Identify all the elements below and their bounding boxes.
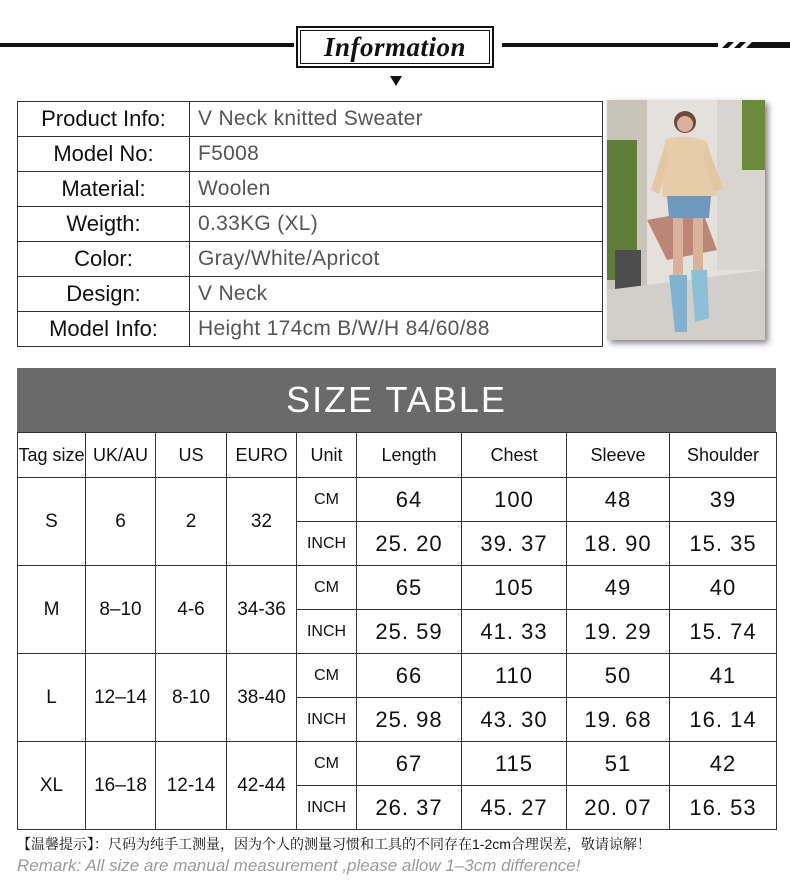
chest-value: 115 [462,742,567,786]
shoulder-value: 39 [670,478,777,522]
size-uk: 6 [86,478,156,566]
info-row [18,172,603,207]
size-euro: 42-44 [227,742,297,830]
sleeve-value: 50 [567,654,670,698]
info-value: F5008 [190,137,603,172]
info-row [18,277,603,312]
header-dash-decoration [718,42,790,48]
info-value: Gray/White/Apricot [190,242,603,277]
header-tag-size: Tag size [18,433,86,478]
unit-cm: CM [297,566,357,610]
size-uk: 16–18 [86,742,156,830]
length-value: 65 [357,566,462,610]
remark-chinese: 【温馨提示】：尺码为纯手工测量，因为个人的测量习惯和工具的不同存在1-2cm合理误差，敬请谅解！ [17,836,651,852]
info-label: Material: [18,172,190,207]
sleeve-value: 51 [567,742,670,786]
size-row-cm [18,566,777,610]
info-label: Design: [18,277,190,312]
shoulder-value: 15. 35 [670,522,777,566]
info-row [18,242,603,277]
size-row-cm [18,654,777,698]
info-value: Height 174cm B/W/H 84/60/88 [190,312,603,347]
size-tag: S [18,478,86,566]
header-sleeve: Sleeve [567,433,670,478]
info-value: 0.33KG (XL) [190,207,603,242]
header-title: Information [300,30,490,64]
header-unit: Unit [297,433,357,478]
size-table-title: SIZE TABLE [17,368,776,432]
header-us: US [156,433,227,478]
unit-cm: CM [297,478,357,522]
info-row [18,207,603,242]
sleeve-value: 19. 29 [567,610,670,654]
size-us: 8-10 [156,654,227,742]
sleeve-value: 18. 90 [567,522,670,566]
size-row-cm [18,478,777,522]
remark-english: Remark: All size are manual measurement ,please allow 1–3cm difference! [17,856,581,875]
info-row [18,137,603,172]
info-label: Color: [18,242,190,277]
size-us: 4-6 [156,566,227,654]
size-table [17,432,777,830]
header-euro: EURO [227,433,297,478]
length-value: 66 [357,654,462,698]
sleeve-value: 20. 07 [567,786,670,830]
info-label: Weigth: [18,207,190,242]
size-tag: XL [18,742,86,830]
info-value: Woolen [190,172,603,207]
size-us: 2 [156,478,227,566]
length-value: 25. 59 [357,610,462,654]
unit-inch: INCH [297,610,357,654]
header-length: Length [357,433,462,478]
header-uk-au: UK/AU [86,433,156,478]
unit-cm: CM [297,654,357,698]
size-us: 12-14 [156,742,227,830]
shoulder-value: 16. 53 [670,786,777,830]
size-euro: 32 [227,478,297,566]
model-photo [607,100,765,340]
product-info-table [17,101,603,347]
header-chest: Chest [462,433,567,478]
chest-value: 110 [462,654,567,698]
unit-inch: INCH [297,522,357,566]
unit-inch: INCH [297,786,357,830]
chest-value: 105 [462,566,567,610]
size-uk: 8–10 [86,566,156,654]
chest-value: 41. 33 [462,610,567,654]
info-label: Product Info: [18,102,190,137]
header-rule-left [0,43,294,47]
info-label: Model No: [18,137,190,172]
length-value: 25. 98 [357,698,462,742]
down-triangle-icon [390,76,402,86]
info-row [18,312,603,347]
length-value: 67 [357,742,462,786]
unit-cm: CM [297,742,357,786]
sleeve-value: 19. 68 [567,698,670,742]
shoulder-value: 41 [670,654,777,698]
length-value: 64 [357,478,462,522]
header-rule-right [502,43,718,47]
info-label: Model Info: [18,312,190,347]
size-row-cm [18,742,777,786]
length-value: 25. 20 [357,522,462,566]
size-tag: L [18,654,86,742]
shoulder-value: 15. 74 [670,610,777,654]
size-table-header-row [18,433,777,478]
chest-value: 39. 37 [462,522,567,566]
info-row [18,102,603,137]
sleeve-value: 49 [567,566,670,610]
length-value: 26. 37 [357,786,462,830]
header-shoulder: Shoulder [670,433,777,478]
size-tag: M [18,566,86,654]
shoulder-value: 16. 14 [670,698,777,742]
size-euro: 38-40 [227,654,297,742]
sleeve-value: 48 [567,478,670,522]
shoulder-value: 42 [670,742,777,786]
size-uk: 12–14 [86,654,156,742]
chest-value: 45. 27 [462,786,567,830]
chest-value: 43. 30 [462,698,567,742]
info-value: V Neck [190,277,603,312]
chest-value: 100 [462,478,567,522]
shoulder-value: 40 [670,566,777,610]
info-value: V Neck knitted Sweater [190,102,603,137]
unit-inch: INCH [297,698,357,742]
size-euro: 34-36 [227,566,297,654]
